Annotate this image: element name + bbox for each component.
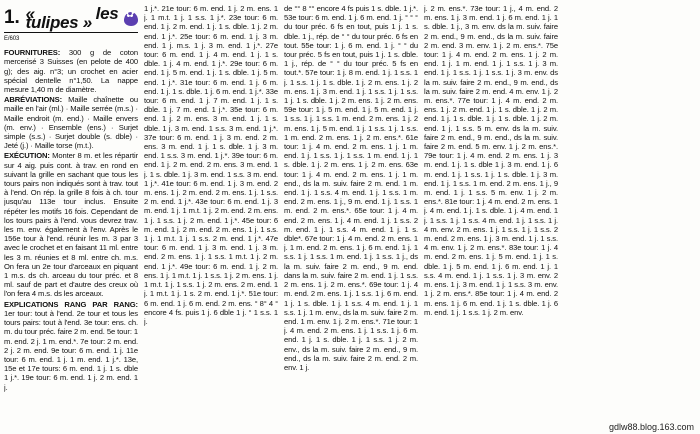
text-column-3 <box>284 4 418 422</box>
tulip-flower-icon <box>122 8 138 28</box>
paragraph <box>284 4 418 372</box>
paragraph <box>4 151 138 298</box>
paragraph-text: j. 2 m. ens.*. 73e tour: 1 j., 4 m. end. 2 m. ens. 1 j. 3 m. end. 1 j. 6 m. end. 1 j. 1 s. dble. 1 j., 3 m. env. ds la m. suiv. faire 2 m. end., 9 m. end., ds la m. suiv. faire 2 m. end. 3 m. env. 1 j. 2 m. ens.*. 75e tour: 1 j. 4 m. end. 2 m. ens. 1 j. 2 m. end. 1 j. 1 m. end. 1 j. 1 s.s. 1 j. 3 m. end. 1 j. 1 s.s. 1 j. 1 s.s. 1 j. 3 m. env. ds la m. suiv. faire 2 m. end., 9 m. end., ds la m. suiv. faire 2 m. end. 4 m. env. 1 j. 2 m. ens.*. 77e tour: 1 j. 4 m. end. 2 m. ens. 1 j. 2 m. end. 1 j. 1 s. dble. 1 j. 2 m. end. 1 j. 1 s. dble. 1 j. 1 s. dble. 1 j. 2 m. end. 1 j. 1 s.s. 5 m. env. ds la m. suiv. faire 2 m. end., 9 m. end., ds la m. suiv. faire 2 m. end. 5 m. env. 1 j. 2 m. ens.*. 79e tour: 1 j. 4 m. end. 2 m. ens. 1 j. 3 m. end. 1 j. 1 s. dble 1 j. 3 m. end. 1 j. 6 m. end. 1 j. 1 s.s. 1 j. 1 s. dble. 1 j. 3 m. end. 1 j. 1 s.s. 1 m. end. 2 m. ens. 1 j., 9 m. end. 1 j. 1 s.s. 5 m. env. 1 j. 2 m. ens.*. 81e tour: 1 j. 4 m. end. 2 m. ens. 1 j. 4 m. end. 1 j. 1 s. dble. 1 j. 4 m. end. 1 j. 1 s.s. 1 j. 1 s.s. 4 m. end. 1 j. 1 s.s. 1 j. 4 m. env. 2 m. ens. 1 j. 1 s.s. 1 j. 1 s.s. 2 m. end. 2 m. ens. 1 j. 3 m. end. 1 j. 1 s.s. 4 m. env. 1 j. 2 m. ens.*. 83e tour: 1 j. 4 m. end. 2 m. ens. 1 j. 5 m. end. 1 j. 1 s. dble. 1 j. 5 m. end. 1 j. 6 m. end. 1 j. 1 s.s. 4 m. end. 1 j. 1 s.s. 1 j. 3 m. env. 2 m. ens. 1 j. 3 m. end. 1 j. 1 s.s. 3 m. env. 1 j. 2 m. ens.*. 85e tour: 1 j. 4 m. end. 2 m. ens. 1 j. 6 m. end. 1 j. 1 s. dble. 1 j. 6 m. end. 1 j. 1 s.s. 1 j. 2 m. env. <box>424 4 558 317</box>
section-heading: FOURNITURES: <box>4 48 61 58</box>
text-column-1 <box>4 4 138 422</box>
blog-watermark: gdlw88.blog.163.com <box>608 422 694 432</box>
paragraph-text: 1 j.*. 21e tour: 6 m. end. 1 j. 2 m. ens. 1 j. 1 m.t. 1 j. 1 s.s. 1 j.*. 23e tour: 6 m. end. 1 j. 2 m. end. 1 j. 1 s. dble. 1 j. 2 m. end. 1 j.*. 25e tour: 6 m. end. 1 j. 3 m. end. 1 j. m.s. 1 j. 3 m. end. 1 j.*. 27e tour: 6 m. end. 1 j. 4 m. end. 1 j. 1 s. dble. 1 j. 4 m. end. 1 j.*. 29e tour: 6 m. end. 1 j. 5 m. end. 1 j. 1 s. dble. 1 j. 5 m. end. 1 j.*. 31e tour: 6 m. end. 1 j. 6 m. end. 1 j. 1 s. dble. 1 j. 6 m. end. 1 j.*. 33e tour: 6 m. end. 1 j. 7 m. end. 1 j. 1 s. dble. 1 j. 7 m. end. 1 j.*. 35e tour: 6 m. end. 1 j. 2 m. ens. 3 m. end. 1 j. 1 s. dble. 1 j. 3 m. end. 1 s.s. 3 m. end. 1 j.*. 37e tour: 6 m. end. 1 j. 3 m. end. 2 m. ens. 3 m. end. 1 j. 1 s. dble. 1 j. 3 m. end. 1 s.s. 3 m. end. 1 j.*. 39e tour: 6 m. end. 1 j. 2 m. end. 2 m. ens. 3 m. end. 1 j. 1 s. dble. 1 j. 3 m. end. 1 s.s. 3 m. end. 1 j.*. 41e tour: 6 m. end. 1 j. 3 m. end. 2 m. ens. 1 j. 2 m. end. 2 m. ens. 1 j. 1 s.s. 2 m. end. 1 j.*. 43e tour: 6 m. end. 1 j. 3 m. end. 1 j. 1 m.t. 1 j. 2 m. end. 2 m. ens. 1 j. 1 s.s. 1 j. 2 m. end. 1 j.*. 45e tour: 6 m. end. 1 j. 2 m. end. 2 m. ens. 1 j. 1 s.s. 1 j. 1 m.t. 1 j. 1 s.s. 2 m. end. 1 j.*. 47e tour: 6 m. end. 1 j. 3 m. end. 1 j. 3 m. end. 2 m. ens. 1 j. 1 s.s. 1 m.t. 1 j. 2 m. end. 1 j.*. 49e tour: 6 m. end. 1 j. 2 m. ens. 1 j. 1 m.t. 1 j. 1 s.s. 1 j. 2 m. ens. 1 j. 1 m.t. 1 j. 1 s.s. 1 j. 2 m. ens. 2 m. end. 1 j. 1 m.t. 1 j. 1 s. 2 m. end. 1 j.*. 51e tour: 6 m. end. 1 j. 6 m. end. 2 m. ens. ° 8° 4 ° encore 4 fs. puis 1 j. 6 dble 1 j. ° 1 s.s. 1 j. <box>144 4 278 326</box>
section-heading: EXÉCUTION: <box>4 151 50 161</box>
paragraph <box>4 95 138 150</box>
section-heading: ABRÉVIATIONS: <box>4 95 63 105</box>
paragraph-text: Monter 8 m. et les répartir sur 4 aig. puis cont. à trav. en rond en suivant la grille en sachant que tous les tours pairs non indiqués sont à trav. tout à l'end. On rép. la grille 8 fois à ch. tour jusqu'au 113e tour inclus. Ensuite répéter les motifs 16 fois. Cependant de los tours pairs à l'end. vous devrez trav. les m. env. également à l'env. Après le 156e tour à l'end. réunir les m. 3 par 3 avec le crochet et en faisant 11 ml. entre les 3 m. réunies et 8 ml. entre ch. m.s. On fera un 2e tour d'arceaux en piquant 1 m.s. ds ch. arceau du tour préc. et 8 ml. sauf de part et d'autre des creux où l'on fera 4 m.s. ds les arceaux. <box>4 151 138 299</box>
pattern-title <box>4 4 138 33</box>
magazine-page <box>4 4 696 422</box>
paragraph <box>4 300 138 392</box>
text-column-5 <box>564 4 694 422</box>
paragraph <box>424 4 558 317</box>
paragraph <box>144 4 278 326</box>
section-heading: EXPLICATIONS RANG PAR RANG: <box>4 299 138 309</box>
text-column-4 <box>424 4 558 422</box>
paragraph-text: 1er tour: tout à l'end. 2e tour et tous les tours pairs: tout à l'end. 3e tour: ens. ch. m. du tour préc. faire 2 m. end. 5e tour: 1 m. end. 2 j. 1 m. end.*. 7e tour: 2 m. end. 2 j. 2 m. end. 9e tour: 6 m. end. 1 j. 11e tour: 6 m. end. 1 j. 1 m. end. 1 j.*. 13e, 15e et 17e tours: 6 m. end. 1 j. 1 s. dble 1 j.*. 19e tour: 6 m. end. 1 j. 2 m. end. 1 j. <box>4 308 138 392</box>
pattern-reference: E/603 <box>4 36 20 42</box>
paragraph-text: 300 g de coton mercerisé 3 Suisses (en pelote de 400 g); des aig. n°3; un crochet en acier spécial dentelle n°1,50. La nappe mesure 1,40 m de diamètre. <box>4 48 138 95</box>
text-column-2 <box>144 4 278 422</box>
paragraph <box>4 48 138 94</box>
pattern-number: 1. <box>4 7 20 29</box>
col1-body <box>4 48 138 392</box>
paragraph-text: Maille chaînette ou maille en l'air (ml.) · Maille serrée (m.s.) · Maille endroit (m. end.) · Maille envers (m. env.) · Ensemble (ens.) · Surjet simple (s.s.) · Surjet double (s. dble) · Jeté (j.) · Maille torse (m.t.). <box>4 95 138 151</box>
paragraph-text: de °° 8 °° encore 4 fs puis 1 s. dble. 1 j.*. 53e tour: 6 m. end. 1 j. 6 m. end. 1 j. ° ° ° du tour préc. 6 fs en tout, puis 1 j. 1 s. dble. 1 j., rép. de ° ° du tour préc. 6 fs en tout. 55e tour: 1 j. 6 m. end. 1 j. ° ° du tour préc. 5 fs en tout, puis 1 j. 1 s. dble. 1 j., rép. de ° ° du tour préc. 5 fs en tout.*. 57e tour: 1 j. 8 m. end. 1 j. 1 s.s. 1 j. 1 s.s. 1 j. 1 s. dble. 1 j. 2 m. ens. 1 j. 2 m. ens. 1 j. 3 m. end. 1 j. 1 s.s. 1 j. 1 s.s. 1 j. 1 s. dble. 1 j. 2 m. ens. 1 j. 2 m. ens. 59e tour: 1 j. 5 m. end. 1 j. 5 m. end. 1 j. 1 s.s. 1 j. 1 s.s. 1 m. end. 2 m. ens. 1 j. 2 m. ens. 1 j. 5 m. end. 1 j. 1 s.s. 1 j. 1 s.s. 1 m. end. 2 m. ens. 1 j. 2 m. ens.*. 61e tour: 1 j. 4 m. end. 2 m. ens. 1 j. 1 m. end. 1 j. 1 s.s. 1 j. 1 s.s. 1 m. end. 1 j. 1 s. dble. 1 j. 2 m. ens. 1 j. 2 m. ens. 63e tour: 1 j. 4 m. end. 2 m. ens. 1 j. 1 m. end., ds la m. suiv. faire 2 m. end. 1 m. end. 1 j. 1 s.s. 4 m. end. 1 j. 1 s.s. 1 m. end. 2 m. ens. 1 j., 9 m. end. 1 j. 1 s.s. 1 m. end. 2 m. ens.*. 65e tour: 1 j. 4 m. end. 2 m. ens. 1 j. 4 m. end. 1 j. 1 s.s. 2 m. end. 1 j. 1 s.s. 4 m. end. 1 j. 1 s. dble*. 67e tour: 1 j. 4 m. end. 2 m. ens. 1 j. 1 m. end. 2 m. ens. 1 j. 6 m. end. 1 j. 1 s.s. 1 j. 1 s.s. 1 m. end. 1 j. 1 s.s. 1 j., ds la m. suiv. faire 2 m. end., 9 m. end. dans la m. suiv. faire 2 m. end. 1 j. 1 s.s. 2 m. ens. 1 j. 2 m. ens.*. 69e tour: 1 j. 4 m. end. 2 m. ens. 1 j. 1 s.s. 1 j. 6 m. end. 1 j. 1 s. dble. 1 j. 1 s.s. 4 m. end. 1 j. 1 s.s. 1 j. 1 m. env., ds la m. suiv. faire 2 m. end. 1 m. env. 1 j. 2 m. ens.*. 71e tour: 1 j. 4 m. end. 2 m. ens. 1 j. 1 s.s. 1 j. 6 m. end. 1 j. 1 s. dble. 1 j. 1 s.s. 1 j. 2 m. env., ds la m. suiv. faire 2 m. end., 9 m. end., ds la m. suiv. faire 2 m. end. 2 m. env. 1 j. <box>284 4 418 372</box>
pattern-title-text: « les tulipes » <box>25 4 119 32</box>
